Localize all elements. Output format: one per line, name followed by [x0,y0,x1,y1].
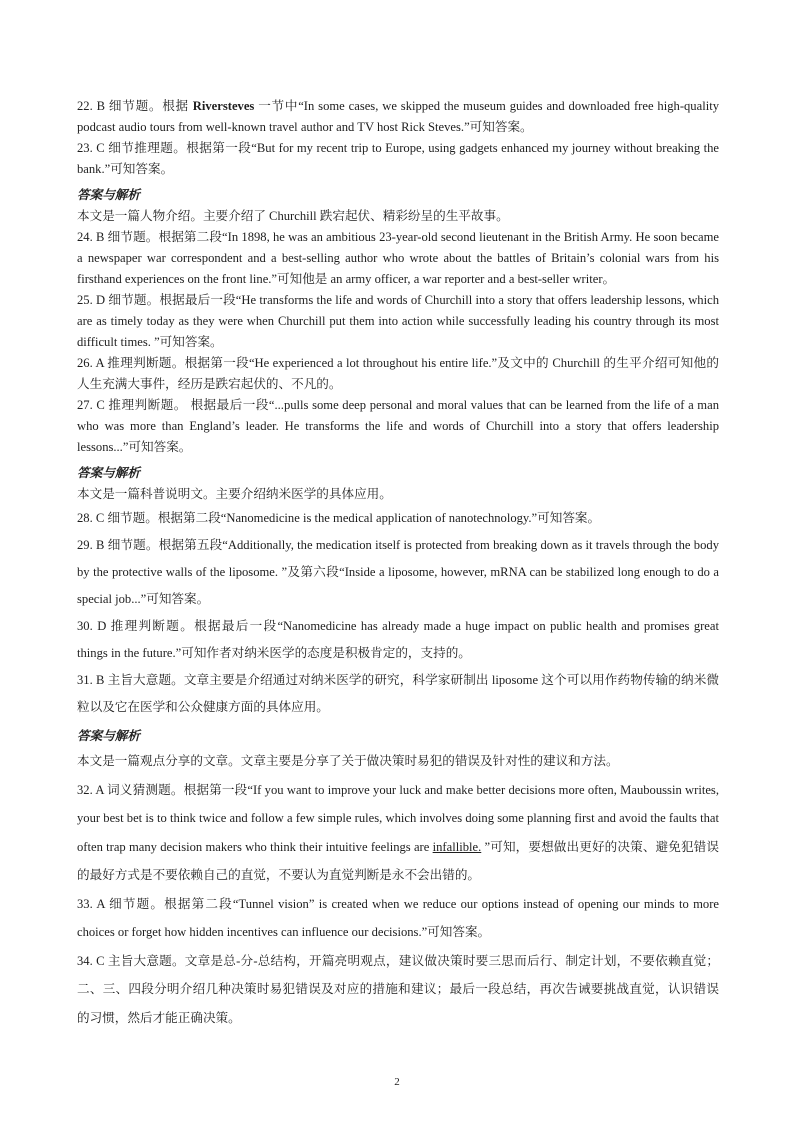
target-word: infallible. [432,839,482,854]
answer-22: 22. B 细节题。根据 Riversteves 一节中“In some cases, we skipped the museum guides and downloaded free high-quality podcast audio tours from well-known travel author and TV host Rick Steves.”可知答案。 [77,99,719,134]
answer-32: 32. A 词义猜测题。根据第一段“If you want to improve your luck and make better decisions more often, Mauboussin writes, your best bet is to think twice and follow a few simple rules, which involves doing some planning first and avoid the faults that often trap many decision makers who think their intuitive feelings are infallible. ”可知，要想做出更好的决策、避免犯错误的最好方式是不要依赖自己的直觉，不要认为直觉判断是永不会出错的。 [77,782,719,882]
answer-29: 29. B 细节题。根据第五段“Additionally, the medication itself is protected from breaking down as it travels through the body by the protective walls of the liposome. ”及第六段“Inside a liposome, however, mRNA can be stabilized long enough to do a special job...”可知答案。 [77,538,719,606]
answer-30: 30. D 推理判断题。根据最后一段“Nanomedicine has already made a huge impact on public health and promises great things in the future.”可知作者对纳米医学的态度是积极肯定的，支持的。 [77,619,719,660]
answer-34: 34. C 主旨大意题。文章是总-分-总结构，开篇亮明观点，建议做决策时要三思而后行、制定计划，不要依赖直觉；二、三、四段分明介绍几种决策时易犯错误及对应的措施和建议；最后一段总结，再次告诫要挑战直觉，认识错误的习惯，然后才能正确决策。 [77,953,719,1025]
answer-31: 31. B 主旨大意题。文章主要是介绍通过对纳米医学的研究，科学家研制出 liposome 这个可以用作药物传输的纳米微粒以及它在医学和公众健康方面的具体应用。 [77,673,719,714]
passage-intro: 本文是一篇人物介绍。主要介绍了 Churchill 跌宕起伏、精彩纷呈的生平故事。 [77,209,509,223]
section-heading: 答案与解析 [77,466,140,480]
passage-intro: 本文是一篇科普说明文。主要介绍纳米医学的具体应用。 [77,487,392,501]
passage-intro: 本文是一篇观点分享的文章。文章主要是分享了关于做决策时易犯的错误及针对性的建议和方法。 [77,754,619,768]
section-heading: 答案与解析 [77,188,140,202]
answer-27: 27. C 推理判断题。 根据最后一段“...pulls some deep personal and moral values that can be learned from the life of a man who was more than England’s leader. He transforms the life and words of Churchill into a story that offers leadership lessons...”可知答案。 [77,398,719,454]
answer-26: 26. A 推理判断题。根据第一段“He experienced a lot throughout his entire life.”及文中的 Churchill 的生平介绍可知他的人生充满大事件，经历是跌宕起伏的、不凡的。 [77,356,719,391]
answer-explanations [77,96,719,1032]
answer-24: 24. B 细节题。根据第二段“In 1898, he was an ambitious 23-year-old second lieutenant in the British Army. He soon became a newspaper war correspondent and a best-selling author who wrote about the battles of Britain’s colonial wars from his firsthand experiences on the front line.”可知他是 an army officer, a war reporter and a best-seller writer。 [77,230,719,286]
page-number: 2 [394,1076,400,1088]
answer-28: 28. C 细节题。根据第二段“Nanomedicine is the medical application of nanotechnology.”可知答案。 [77,511,601,525]
section-name: Riversteves [192,99,255,113]
answer-25: 25. D 细节题。根据最后一段“He transforms the life and words of Churchill into a story that offers leadership lessons, which are as timely today as they were when Churchill put them into action while successfully leading his country through its most difficult times. ”可知答案。 [77,293,719,349]
answer-23: 23. C 细节推理题。根据第一段“But for my recent trip to Europe, using gadgets enhanced my journey without breaking the bank.”可知答案。 [77,141,719,176]
section-heading: 答案与解析 [77,729,140,743]
answer-33: 33. A 细节题。根据第二段“Tunnel vision” is created when we reduce our options instead of opening our minds to more choices or forget how hidden incentives can influence our decisions.”可知答案。 [77,896,719,939]
